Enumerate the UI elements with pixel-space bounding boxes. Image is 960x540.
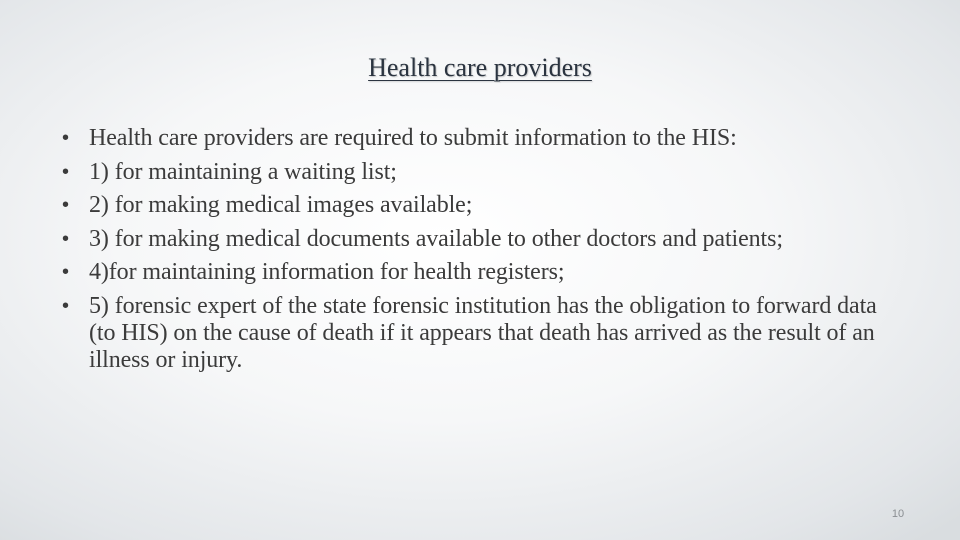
bullet-text: 4)for maintaining information for health registers; xyxy=(89,259,565,285)
bullet-icon: • xyxy=(62,194,69,216)
bullet-text: 3) for making medical documents available to other doctors and patients; xyxy=(89,225,783,252)
bullet-icon: • xyxy=(62,227,69,250)
page-number: 10 xyxy=(891,508,905,520)
bullet-item xyxy=(62,159,902,186)
bullet-item xyxy=(62,293,902,374)
bullet-text: 2) for making medical images available; xyxy=(89,192,473,218)
bullet-item xyxy=(62,192,902,219)
bullet-text: 1) for maintaining a waiting list; xyxy=(89,158,397,185)
bullet-item xyxy=(62,125,902,152)
bullet-item xyxy=(62,226,902,253)
bullet-item xyxy=(62,259,902,286)
bullet-list xyxy=(62,125,902,380)
slide-title: Health care providers xyxy=(368,53,592,82)
bullet-icon: • xyxy=(62,294,69,317)
bullet-text: Health care providers are required to submit information to the HIS: xyxy=(89,125,737,151)
bullet-icon: • xyxy=(62,127,69,149)
bullet-icon: • xyxy=(62,261,69,283)
bullet-icon: • xyxy=(62,160,69,183)
bullet-text: 5) forensic expert of the state forensic institution has the obligation to forward data (to HIS) on the cause of death if it appears that death has arrived as the result of an illness or injury. xyxy=(89,292,877,373)
